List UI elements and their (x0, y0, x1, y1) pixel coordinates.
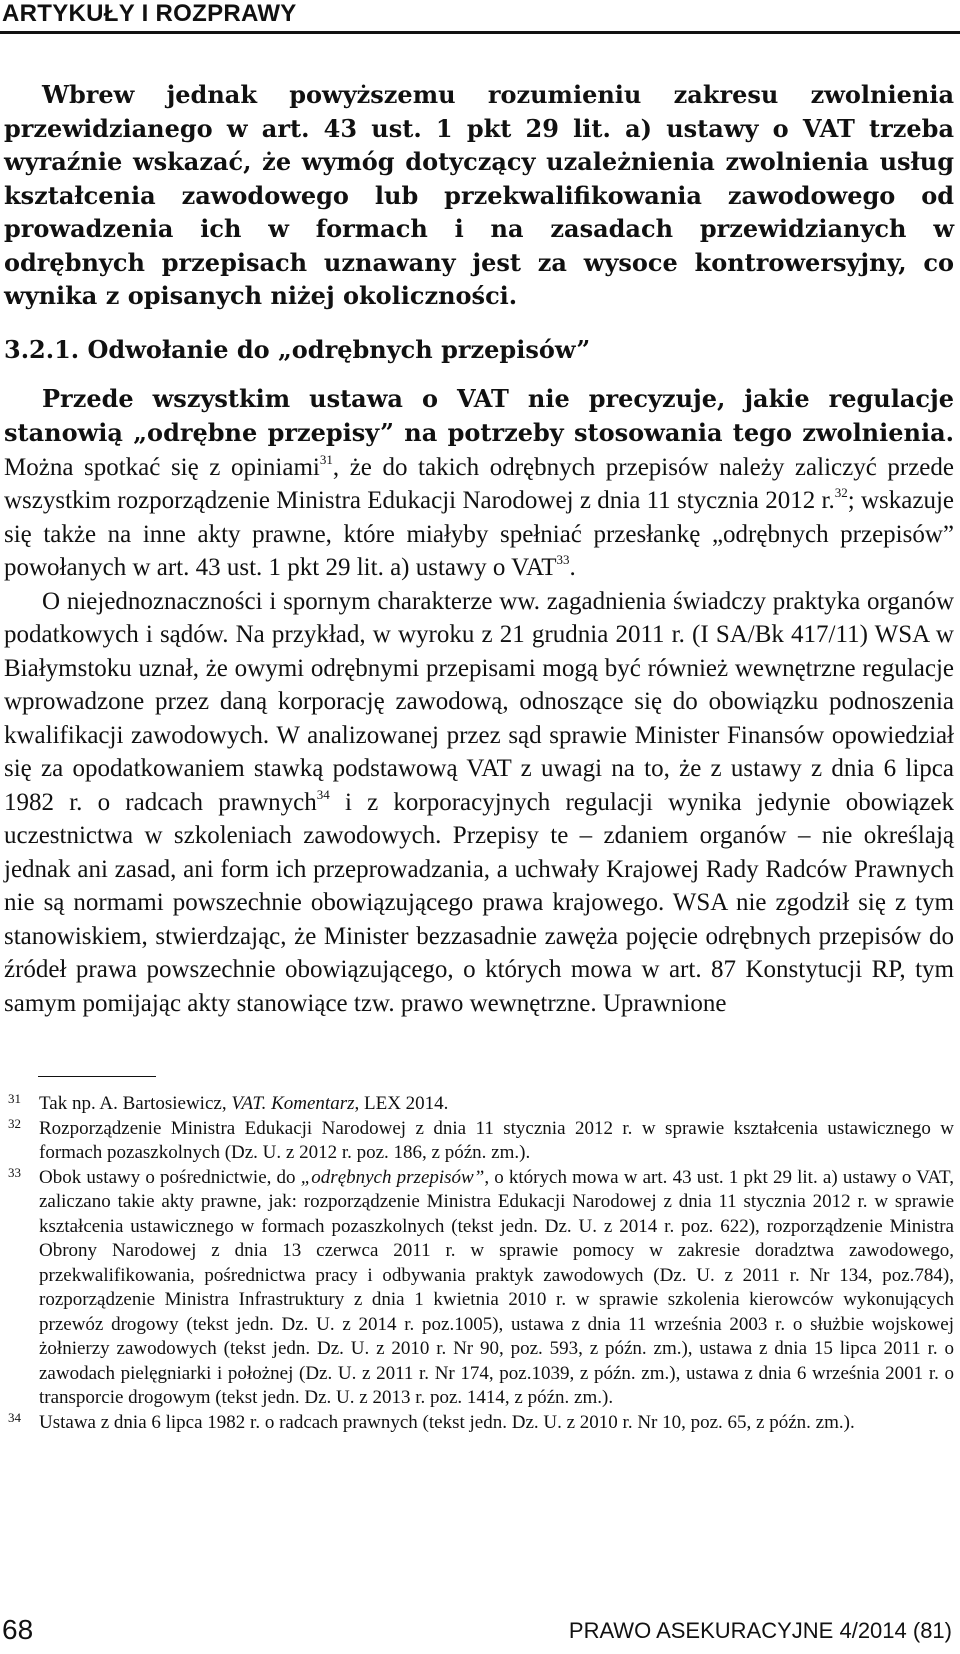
footnote-ref[interactable]: 33 (556, 552, 570, 567)
footnote-number: 34 (8, 1409, 21, 1425)
footnote-italic: VAT. Komentarz (231, 1093, 355, 1114)
page-footer (0, 1612, 960, 1650)
footnote-text: , o których mowa w art. 43 ust. 1 pkt 29 lit. a) ustawy o VAT, zaliczano takie akty prawne, jak: rozporządzenie Ministra Edukacji Narodowej z dnia 11 stycznia 2012 r. w sprawie kształcenia ustawicznego w formach pozaszkolnych (tekst jedn. Dz. U. z 2014 r. poz. 622), rozporządzenie Ministra Obrony Narodowej z dnia 13 czerwca 2011 r. w sprawie pomocy w zakresie doradztwa zawodowego, przekwalifikowania, pośrednictwa pracy i odbywania praktyk zawodowych (Dz. U. z 2011 r. Nr 134, poz.784), rozporządzenie Ministra Infrastruktury z dnia 1 kwietnia 2010 r. w sprawie szkolenia kierowców wykonujących przewóz drogowy (tekst jedn. Dz. U. z 2014 r. poz.1005), ustawa z dnia 11 września 2003 r. o służbie wojskowej żołnierzy zawodowych (tekst jedn. Dz. U. z 2010 r. Nr 90, poz. 593, z późn. zm.), ustawa z dnia 15 lipca 2011 r. o zawodach pielęgniarki i położnej (Dz. U. z 2011 r. Nr 174, poz.1039, z późn. zm.), ustawa z dnia 6 września 2001 r. o transporcie drogowym (tekst jedn. Dz. U. z 2013 r. poz. 1414, z późn. zm.). (39, 1166, 954, 1408)
footnotes (4, 1092, 954, 1435)
footnote-number: 31 (8, 1091, 21, 1106)
body-text: i z korporacyjnych regulacji wynika jedynie obowiązek uczestnictwa w szkoleniach zawodowych. Przepisy te – zdaniem organów – nie określają jednak ani zasad, ani form ich przeprowadzania, a uchwały Krajowej Rady Radców Prawnych nie są normami powszechnie obowiązującego prawa krajowego. WSA nie zgodził się z tym stanowiskiem, stwierdzając, że Minister bezzasadnie zawęża pojęcie odrębnych przepisów do źródeł prawa powszechnie obowiązującego, o których mowa w art. 87 Konstytucji RP, tym samym pomijając akty stanowiące tzw. prawo wewnętrzne. Uprawnione (4, 788, 954, 1017)
journal-name: PRAWO ASEKURACYJNE 4/2014 (81) (568, 1618, 952, 1643)
body-text: Można spotkać się z opiniami (4, 453, 320, 481)
emphasis-text: Przede wszystkim ustawa o VAT nie precyzuje, jakie regulacje stanowią „odrębne przepisy” na potrzeby stosowania tego zwolnienia. (4, 383, 954, 447)
footnote-number: 32 (8, 1115, 21, 1131)
footnote (4, 1117, 954, 1166)
section-heading: 3.2.1. Odwołanie do „odrębnych przepisów” (4, 334, 591, 364)
body-paragraph (4, 585, 954, 1021)
section-title: ARTYKUŁY I ROZPRAWY (2, 0, 297, 27)
footnote-ref[interactable]: 34 (316, 786, 330, 802)
body-text: ; wskazuje się także na inne akty prawne, które miałyby spełniać przesłankę „odrębnych przepisów” powołanych w art. 43 ust. 1 pkt 29 lit. a) ustawy o VAT (4, 487, 954, 581)
footnote-separator (38, 1076, 156, 1077)
body-paragraph (4, 382, 954, 585)
running-header (0, 0, 960, 34)
footnote-ref[interactable]: 31 (319, 451, 333, 467)
footnote-ref[interactable]: 32 (834, 485, 848, 500)
lead-paragraph: Wbrew jednak powyższemu rozumieniu zakresu zwolnienia przewidzianego w art. 43 ust. 1 pkt 29 lit. a) ustawy o VAT trzeba wyraźnie wskazać, że wymóg dotyczący uzależnienia zwolnienia usług kształcenia zawodowego lub przekwalifikowania zawodowego od prowadzenia ich w formach i na zasadach przewidzianych w odrębnych przepisach uznawany jest za wysoce kontrowersyjny, co wynika z opisanych niżej okoliczności. (4, 80, 954, 310)
page-number: 68 (2, 1614, 34, 1645)
body-text: , że do takich odrębnych przepisów należy zaliczyć przede wszystkim rozporządzenie Ministra Edukacji Narodowej z dnia 11 stycznia 2012 r. (4, 453, 954, 514)
footnote (4, 1092, 954, 1117)
footnote-text: Rozporządzenie Ministra Edukacji Narodowej z dnia 11 stycznia 2012 r. w sprawie kształcenia ustawicznego w formach pozaszkolnych (Dz. U. z 2012 r. poz. 186, z późn. zm.). (39, 1117, 954, 1163)
article-body (4, 78, 954, 1020)
body-text: . (569, 554, 576, 581)
body-text: O niejednoznaczności i spornym charakterze ww. zagadnienia świadczy praktyka organów podatkowych i sądów. Na przykład, w wyroku z 21 grudnia 2011 r. (I SA/Bk 417/11) WSA w Białymstoku uznał, że owymi odrębnymi przepisami mogą być również wewnętrzne regulacje wprowadzone przez daną korporację zawodową, odnoszące się do obowiązku podnoszenia kwalifikacji zawodowych. W analizowanej przez sąd sprawie Minister Finansów opowiedział się za opodatkowaniem stawką podstawową VAT z uwagi na to, że z ustawy z dnia 6 lipca 1982 r. o radcach prawnych (4, 587, 954, 816)
footnote-text: Obok ustawy o pośrednictwie, do (39, 1166, 301, 1188)
footnote-text: , LEX 2014. (354, 1093, 449, 1114)
footnote-italic: „odrębnych przepisów” (300, 1166, 485, 1188)
footnote-text: Ustawa z dnia 6 lipca 1982 r. o radcach prawnych (tekst jedn. Dz. U. z 2010 r. Nr 10, poz. 65, z późn. zm.). (39, 1411, 855, 1433)
footnote-text: Tak np. A. Bartosiewicz, (39, 1093, 232, 1114)
footnote (4, 1411, 954, 1436)
footnote-number: 33 (8, 1164, 21, 1180)
footnote (4, 1166, 954, 1411)
